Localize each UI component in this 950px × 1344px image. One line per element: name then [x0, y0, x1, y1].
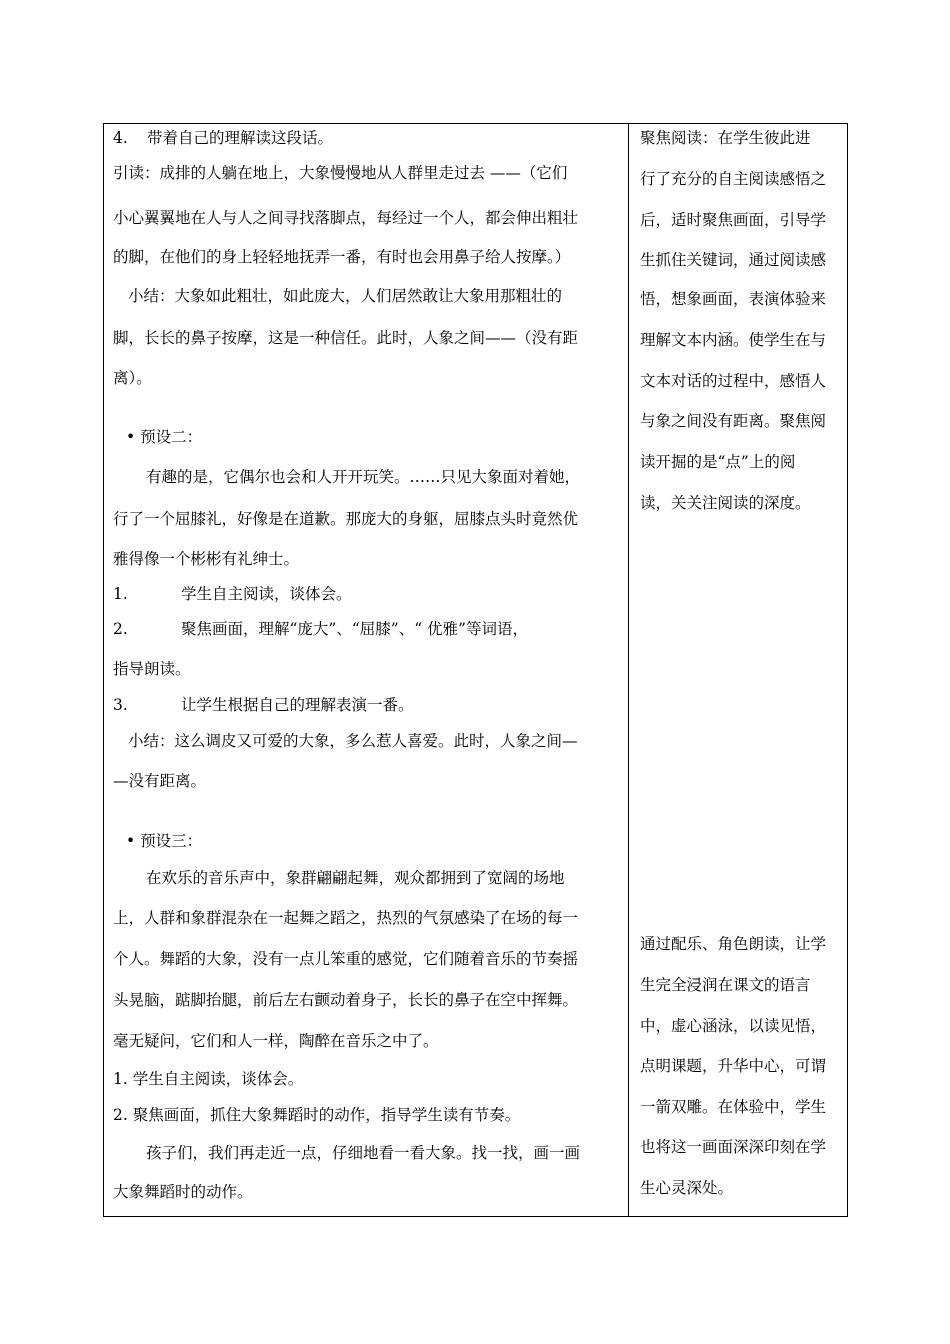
note-line: 后，适时聚焦画面，引导学 [640, 211, 827, 229]
lesson-plan-table [103, 123, 848, 1217]
note-line: 悟，想象画面，表演体验来 [640, 290, 827, 308]
list-item [113, 619, 528, 639]
text-line: 大象舞蹈时的动作。 [113, 1183, 253, 1201]
note-line: 文本对话的过程中，感悟人 [640, 372, 827, 390]
note-line: 行了充分的自主阅读感悟之 [640, 170, 827, 188]
note-line: 生完全浸润在课文的语言 [640, 976, 811, 994]
list-number: 3. [113, 696, 128, 714]
text-line: 小心翼翼地在人与人之间寻找落脚点，每经过一个人，都会伸出粗壮 [113, 209, 579, 227]
note-line: 生心灵深处。 [640, 1179, 734, 1197]
note-line: 聚焦阅读：在学生彼此进 [640, 129, 811, 147]
list-number: 2. [113, 620, 128, 638]
note-line: 读开掘的是“点”上的阅 [640, 453, 796, 471]
text-line: 孩子们，我们再走近一点，仔细地看一看大象。找一找，画一画 [146, 1144, 581, 1162]
text-line: 毫无疑问，它们和人一样，陶醉在音乐之中了。 [113, 1032, 439, 1050]
list-item: 1. 学生自主阅读，谈体会。 [113, 1070, 304, 1088]
text-line: 引读：成排的人躺在地上，大象慢慢地从人群里走过去 ——（它们 [113, 164, 568, 182]
text-line: 的脚，在他们的身上轻轻地抚弄一番，有时也会用鼻子给人按摩。） [113, 248, 571, 266]
text-line: 离）。 [113, 369, 152, 387]
text-line: 行了一个屈膝礼，好像是在道歉。那庞大的身躯，屈膝点头时竟然优 [113, 510, 579, 528]
note-line: 理解文本内涵。使学生在与 [640, 331, 827, 349]
list-text: 聚焦画面，理解“庞大”、“屈膝”、“ 优雅”等词语， [181, 620, 528, 638]
text-line: 头晃脑，踮脚抬腿，前后左右颤动着身子，长长的鼻子在空中挥舞。 [113, 991, 579, 1009]
text-line: 个人。舞蹈的大象，没有一点儿笨重的感觉，它们随着音乐的节奏摇 [113, 950, 579, 968]
list-item: 2. 聚焦画面，抓住大象舞蹈时的动作，指导学生读有节奏。 [113, 1106, 521, 1124]
summary-line: 小结：这么调皮又可爱的大象，多么惹人喜爱。此时，人象之间— [128, 732, 578, 750]
text-line: 雅得像一个彬彬有礼绅士。 [113, 550, 300, 568]
note-line: 也将这一画面深深印刻在学 [640, 1138, 827, 1156]
note-line: 与象之间没有距离。聚焦阅 [640, 412, 827, 430]
list-item [113, 584, 352, 604]
text-line: 上，人群和象群混杂在一起舞之蹈之，热烈的气氛感染了在场的每一 [113, 909, 579, 927]
list-number: 1. [113, 585, 128, 603]
text-line: —没有距离。 [113, 772, 207, 790]
text-line: 脚，长长的鼻子按摩，这是一种信任。此时，人象之间——（没有距 [113, 329, 579, 347]
note-line: 生抓住关键词，通过阅读感 [640, 251, 827, 269]
list-number: 4. [113, 129, 128, 147]
list-text: 带着自己的理解读这段话。 [147, 129, 334, 147]
section-heading: • 预设二： [126, 428, 203, 446]
note-line: 中，虚心涵泳，以读见悟， [640, 1017, 827, 1035]
note-line: 通过配乐、角色朗读，让学 [640, 935, 827, 953]
note-line: 点明课题，升华中心，可谓 [640, 1057, 827, 1075]
note-line: 读，关关注阅读的深度。 [640, 494, 811, 512]
list-item [113, 695, 414, 715]
summary-line: 小结：大象如此粗壮，如此庞大，人们居然敢让大象用那粗壮的 [128, 287, 563, 305]
list-text: 学生自主阅读，谈体会。 [181, 585, 352, 603]
text-line: 指导朗读。 [113, 660, 191, 678]
column-divider [628, 124, 629, 1216]
text-line: 在欢乐的音乐声中，象群翩翩起舞，观众都拥到了宽阔的场地 [146, 869, 565, 887]
list-text: 让学生根据自己的理解表演一番。 [181, 696, 414, 714]
section-heading: • 预设三： [126, 832, 203, 850]
text-line: 有趣的是，它偶尔也会和人开开玩笑。……只见大象面对着她， [146, 468, 581, 486]
note-line: 一箭双雕。在体验中，学生 [640, 1098, 827, 1116]
list-item [113, 128, 334, 148]
